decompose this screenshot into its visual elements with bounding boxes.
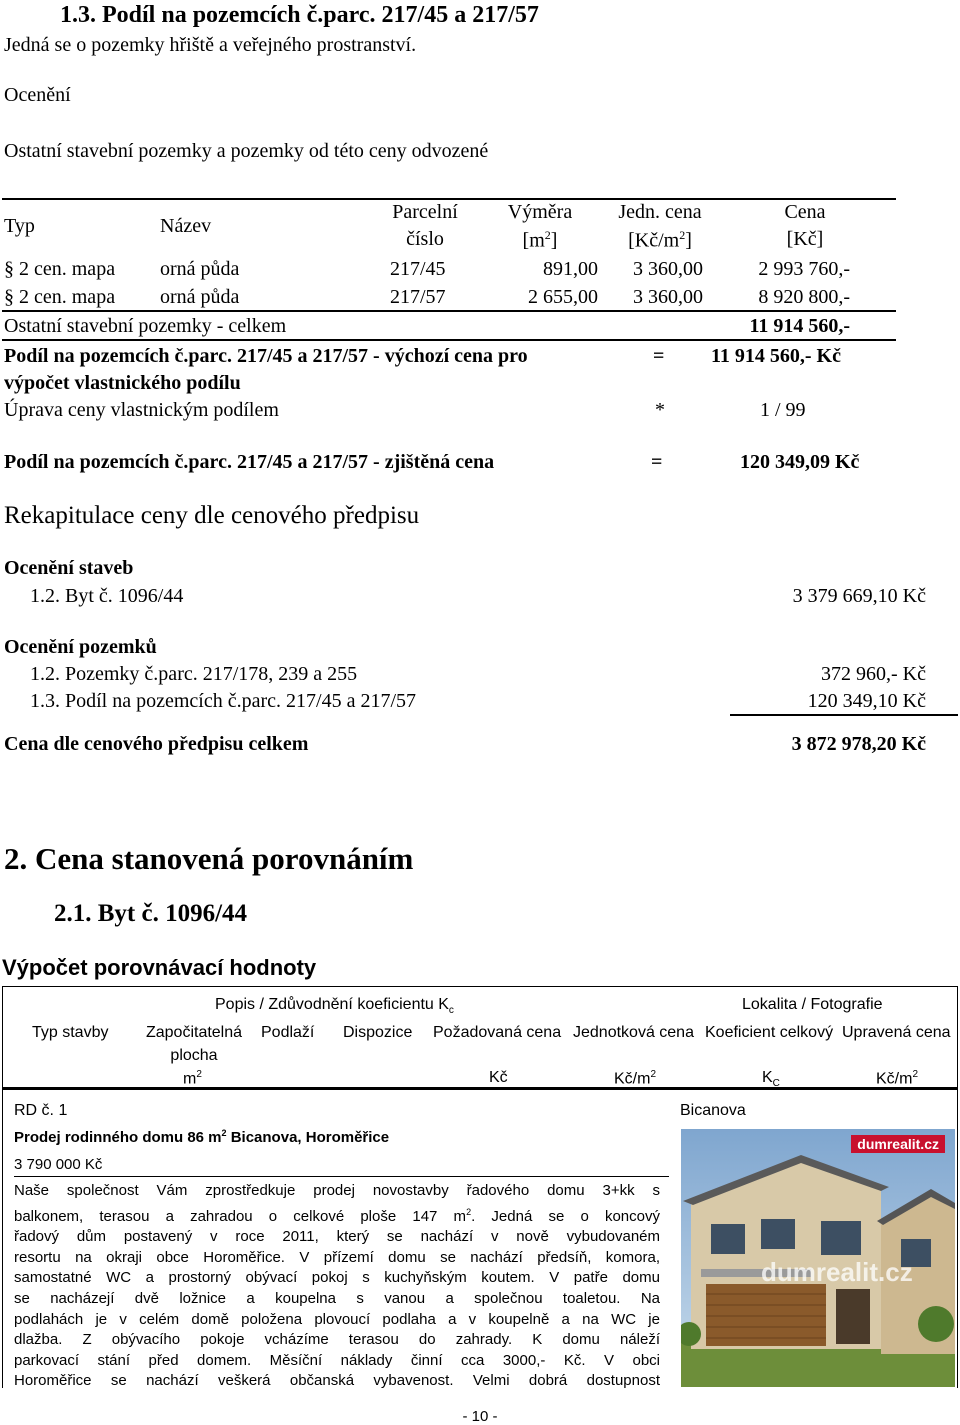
header-parcelni-1: Parcelní (392, 201, 458, 223)
unit-kc: Kč (489, 1069, 508, 1086)
col-jednotkova-cena: Jednotková cena (573, 1024, 694, 1041)
desc-line: řadový dům postavený v roce 2011, který se nachází v nově vybudovaném (14, 1228, 660, 1246)
header-jedn-2: $[Kč/m^2]$ (628, 228, 692, 252)
podil-value: 11 914 560,- Kč (711, 345, 841, 367)
stavby-item: 1.2. Byt č. 1096/44 (30, 585, 184, 607)
zjistena-value: 120 349,09 Kč (740, 451, 860, 473)
recap-total-value: 3 872 978,20 Kč (791, 733, 926, 755)
uprava-value: 1 / 99 (760, 399, 806, 421)
section2-heading: 2. Cena stanovená porovnáním (4, 841, 414, 876)
table-row-rule (2, 310, 896, 312)
col-upravena-cena: Upravená cena (842, 1024, 951, 1041)
row-cena: 8 920 800,- (758, 286, 850, 308)
pozemky-item-1: 1.2. Pozemky č.parc. 217/178, 239 a 255 (30, 663, 358, 685)
total-value: 11 914 560,- (749, 315, 850, 337)
header-cena-1: Cena (784, 201, 826, 223)
col-zapocitatelna-1: Započitatelná (145, 1024, 243, 1041)
uprava-op: * (655, 399, 665, 421)
zjistena-eq: = (651, 451, 663, 473)
watermark-overlay: dumrealit.cz (761, 1257, 913, 1287)
vypocet-title: Výpočet porovnávací hodnoty (2, 955, 317, 980)
col-pozadovana-cena: Požadovaná cena (433, 1024, 562, 1041)
col-podlazi: Podlaží (261, 1024, 315, 1041)
total-label: Ostatní stavební pozemky - celkem (4, 315, 287, 337)
pozemky-value-2: 120 349,10 Kč (807, 690, 926, 712)
header-cena-2: [Kč] (786, 228, 824, 250)
desc-line: podlahách je v celém domě položena plovoucí podlaha a v koupelně a na WC je (14, 1310, 660, 1328)
row-parcelni: 217/45 (390, 258, 446, 280)
unit-m2: $m^2$ (183, 1069, 202, 1088)
pozemky-value-1: 372 960,- Kč (821, 663, 926, 685)
row-jedn: 3 360,00 (633, 258, 703, 280)
row-typ: § 2 cen. mapa (4, 258, 116, 280)
podil-label-2: výpočet vlastnického podílu (4, 372, 241, 394)
unit-kc-m2-upr: $Kč/m^2$ (876, 1069, 919, 1088)
col-dispozice: Dispozice (343, 1024, 413, 1041)
desc-line: se nacházejí dvě ložnice a koupelna s vanou a společnou toaletou. Na (14, 1289, 660, 1307)
category-title: Ostatní stavební pozemky a pozemky od této ceny odvozené (4, 140, 489, 162)
house-photo (681, 1129, 955, 1387)
row-vymera: 2 655,00 (528, 286, 598, 308)
col-zapocitatelna-2: plocha (170, 1047, 218, 1064)
page-number: - 10 - (462, 1408, 498, 1425)
row-jedn: 3 360,00 (633, 286, 703, 308)
header-parcelni-2: číslo (406, 228, 444, 250)
row-nazev: orná půda (160, 286, 240, 308)
lokalita-header: Lokalita / Fotografie (742, 996, 883, 1013)
col-koeficient: Koeficient celkový (705, 1024, 834, 1041)
desc-line: dlažba. Z obývacího pokoje vcházíme terasou do zahrady. K domu náleží (14, 1331, 660, 1349)
unit-kc-m2: $Kč/m^2$ (614, 1069, 657, 1088)
desc-line: balkonem, terasou a zahradou o celkové ploše 147 $m^2$. Jedná se o koncový (14, 1206, 660, 1225)
row-parcelni: 217/57 (390, 286, 446, 308)
listing-price: 3 790 000 Kč (14, 1156, 103, 1173)
pozemky-label: Ocenění pozemků (4, 636, 157, 658)
podil-eq: = (653, 345, 665, 367)
podil-label-1: Podíl na pozemcích č.parc. 217/45 a 217/57 - výchozí cena pro (4, 345, 528, 367)
popis-header: Popis / Zdůvodnění koeficientu $K_c$ (215, 996, 454, 1017)
row-nazev: orná půda (160, 258, 240, 280)
header-typ: Typ (4, 215, 35, 237)
table-top-rule (2, 198, 896, 200)
pozemky-item-2: 1.3. Podíl na pozemcích č.parc. 217/45 a 217/57 (30, 690, 417, 712)
col-typ-stavby: Typ stavby (32, 1024, 109, 1041)
desc-line: Naše společnost Vám zprostředkuje prodej novostavby řadového domu 3+kk s (14, 1182, 660, 1199)
recap-total-label: Cena dle cenového předpisu celkem (4, 733, 309, 755)
desc-line: samostatné WC a prostorný obývací pokoj s kuchyňským koutem. V patře domu (14, 1269, 660, 1287)
row-vymera: 891,00 (543, 258, 598, 280)
table-header-rule (2, 1087, 958, 1090)
uprava-label: Úprava ceny vlastnickým podílem (4, 399, 279, 421)
header-vymera-1: Výměra (507, 201, 573, 223)
row-cena: 2 993 760,- (758, 258, 850, 280)
zjistena-label: Podíl na pozemcích č.parc. 217/45 a 217/57 - zjištěná cena (4, 451, 495, 473)
header-nazev: Název (160, 215, 212, 237)
stavby-value: 3 379 669,10 Kč (792, 585, 926, 607)
header-jedn-1: Jedn. cena (618, 201, 702, 223)
header-vymera-2: $[m^2]$ (522, 228, 558, 252)
rd-label: RD č. 1 (14, 1102, 68, 1119)
desc-line: Horoměřice se nachází veškerá občanská vybavenost. Velmi dobrá dostupnost (14, 1372, 660, 1390)
desc-line: resortu na okraji obce Horoměřice. V přízemí domu se nachází předsíň, komora, (14, 1248, 660, 1266)
unit-kc-coef: $K_C$ (762, 1069, 780, 1090)
recap-title: Rekapitulace ceny dle cenového předpisu (4, 502, 420, 529)
section-heading: 1.3. Podíl na pozemcích č.parc. 217/45 a 217/57 (60, 2, 539, 28)
listing-title: Prodej rodinného domu 86 $m^2$ Bicanova, Horoměřice (14, 1128, 390, 1146)
section-subtitle: Jedná se o pozemky hřiště a veřejného prostranství. (4, 34, 417, 56)
section2-sub: 2.1. Byt č. 1096/44 (54, 900, 248, 927)
oceneni-label: Ocenění (4, 84, 71, 106)
desc-line: parkovací stání před domem. Měsíční náklady činní cca 3000,- Kč. V obci (14, 1351, 660, 1369)
listing-rule (14, 1176, 669, 1177)
watermark-logo: dumrealit.cz (851, 1135, 945, 1153)
recap-sum-rule (730, 714, 958, 716)
location-label: Bicanova (680, 1102, 746, 1119)
listing-description (14, 1181, 660, 1392)
stavby-label: Ocenění staveb (4, 557, 134, 579)
total-rule (2, 339, 896, 341)
row-typ: § 2 cen. mapa (4, 286, 116, 308)
